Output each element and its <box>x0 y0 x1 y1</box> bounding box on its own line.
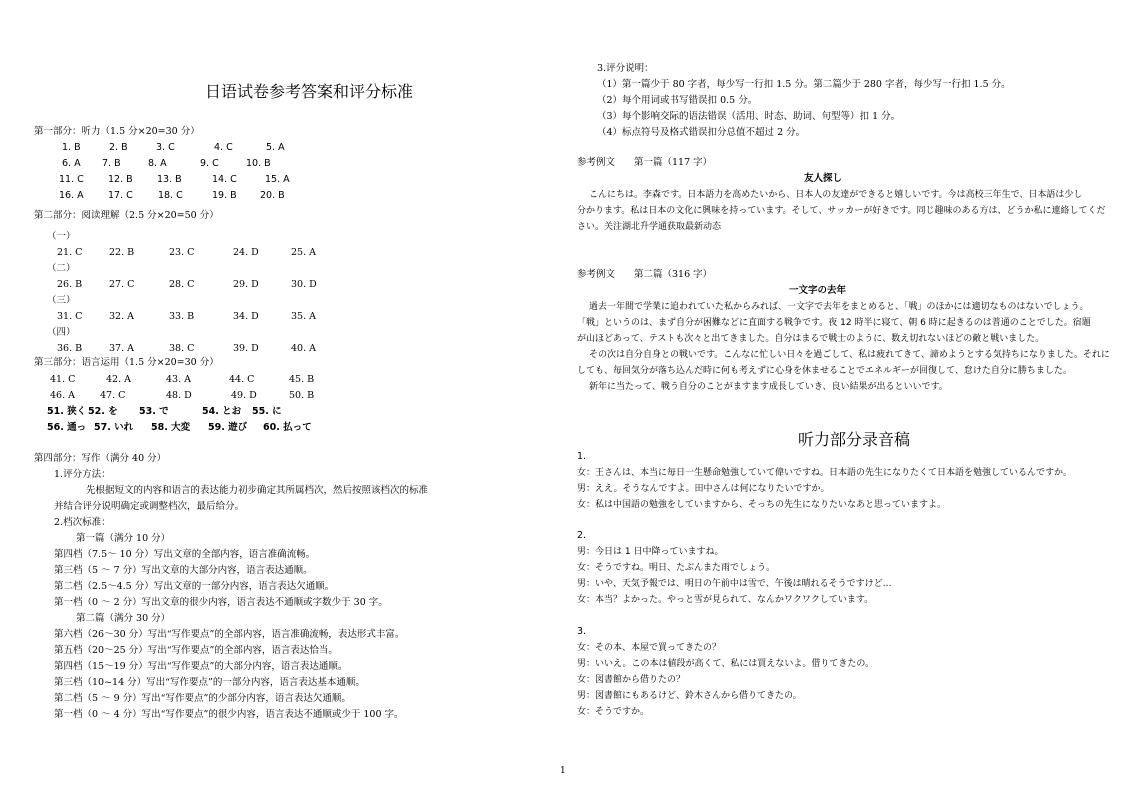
answer: 8. A <box>148 158 167 169</box>
essay2-line: 新年に当たって、戦う自分のことがますます成長していき、良い結果が出るといいです。 <box>589 382 948 392</box>
group-label: （二） <box>47 263 76 274</box>
transcript-line: 女：図書館から借りたの？ <box>577 675 686 685</box>
answer: 13. B <box>157 174 182 185</box>
group-label: （三） <box>47 295 76 306</box>
answer: 14. C <box>212 174 237 185</box>
answer: 3. C <box>156 142 175 153</box>
answer: 60. 払って <box>263 422 312 433</box>
section-number: 1. <box>577 451 587 462</box>
answer: 18. C <box>158 190 183 201</box>
answer: 57. いれ <box>94 422 134 433</box>
answer: 1. B <box>62 142 81 153</box>
grade-line: 第一档（0 ～ 4 分）写出“写作要点”的很少内容，语言表达不通顺或少于 100 字。 <box>54 709 404 720</box>
answer: 6. A <box>62 158 81 169</box>
essay2-line: が山ほどあって、テストも次々と出てきました。自分はまるで戦士のように、数え切れないほどの敵と戦いました。 <box>577 334 1045 344</box>
essay1-line: こんにちは。李森です。日本語力を高めたいから、日本人の友達ができると嬉しいです。今は高校三年生で、日本語は少し <box>589 190 1083 200</box>
grade-line: 第五档（20～25 分）写出“写作要点”的全部内容，语言表达恰当。 <box>54 645 338 656</box>
grade-line: 第三档（10~14 分）写出“写作要点”的一部分内容，语言表达基本通顺。 <box>54 677 365 688</box>
answer: 7. B <box>102 158 121 169</box>
answer: 35. A <box>291 311 316 322</box>
transcript-line: 女：そうですね。明日、たぶんまた雨でしょう。 <box>577 563 776 573</box>
answer: 30. D <box>291 279 317 290</box>
answer: 12. B <box>108 174 133 185</box>
answer: 4. C <box>214 142 233 153</box>
answer: 55. に <box>252 406 282 417</box>
note-line: （4）标点符号及格式错误扣分总值不超过 2 分。 <box>597 127 806 138</box>
answer: 28. C <box>169 279 195 290</box>
answer: 58. 大変 <box>151 422 191 433</box>
essay1-title: 友人探し <box>804 173 843 184</box>
answer: 37. A <box>109 343 134 354</box>
answer: 9. C <box>200 158 219 169</box>
grade-line: 第四档（15～19 分）写出“写作要点”的大部分内容，语言表达通顺。 <box>54 661 348 672</box>
transcript-line: 女：本当？よかった。やっと雪が見られて、なんかワクワクしています。 <box>577 595 874 605</box>
answer: 11. C <box>59 174 84 185</box>
answer: 22. B <box>109 247 135 258</box>
answer: 42. A <box>106 374 131 385</box>
part4-heading: 第四部分：写作（满分 40 分） <box>34 453 167 464</box>
answer: 10. B <box>246 158 271 169</box>
transcript-line: 女：私は中国語の勉強をしていますから、そっちの先生になりたいなあと思っていますよ。 <box>577 500 947 510</box>
essay2-standard-heading: 第二篇（满分 30 分） <box>76 613 171 624</box>
transcript-line: 男：今日は 1 日中降っていますね。 <box>577 547 724 557</box>
answer: 48. D <box>166 390 192 401</box>
grade-line: 第六档（26～30 分）写出“写作要点”的全部内容，语言准确流畅，表达形式丰富。 <box>54 629 405 640</box>
answer: 27. C <box>109 279 135 290</box>
answer: 16. A <box>59 190 84 201</box>
answer: 41. C <box>50 374 76 385</box>
transcript-line: 男：いいえ。この本は値段が高くて、私には買えないよ。借りてきたの。 <box>577 659 875 669</box>
answer: 34. D <box>233 311 259 322</box>
writing-method-label: 1.评分方法： <box>54 469 111 480</box>
notes-heading: 3.评分说明： <box>597 63 654 74</box>
page-title: 日语试卷参考答案和评分标准 <box>205 82 414 101</box>
section-number: 3. <box>577 626 587 637</box>
transcript-line: 男：ええ。そうなんですよ。田中さんは何になりたいですか。 <box>577 484 830 494</box>
group-label: （四） <box>47 327 76 338</box>
grade-line: 第四档（7.5～ 10 分）写出文章的全部内容，语言准确流畅。 <box>54 549 316 560</box>
answer: 21. C <box>57 247 83 258</box>
essay2-line: 「戦」というのは、まず自分が困難などに直面する戦争です。夜 12 時半に寝て、朝 6 時に起きるのは普通のことでした。宿題 <box>577 318 1091 328</box>
grade-line: 第一档（0 ～ 2 分）写出文章的很少内容，语言表达不通顺或字数少于 30 字。 <box>54 597 388 608</box>
answer: 2. B <box>109 142 128 153</box>
transcript-heading: 听力部分录音稿 <box>798 430 911 449</box>
answer: 24. D <box>233 247 259 258</box>
page-number: 1 <box>560 766 566 776</box>
transcript-line: 男：図書館にもあるけど、鈴木さんから借りてきたの。 <box>577 691 802 701</box>
answer: 29. D <box>233 279 259 290</box>
answer: 33. B <box>169 311 195 322</box>
transcript-line: 女：王さんは、本当に毎日一生懸命勉強していて偉いですね。日本語の先生になりたくて日本語を勉強しているんですか。 <box>577 468 1073 478</box>
answer: 43. A <box>166 374 191 385</box>
essay1-standard-heading: 第一篇（满分 10 分） <box>76 533 171 544</box>
part3-heading: 第三部分：语言运用（1.5 分×20=30 分） <box>34 357 219 368</box>
transcript-line: 男：いや、天気予報では、明日の午前中は雪で、午後は晴れるそうですけど… <box>577 579 892 589</box>
answer: 46. A <box>50 390 75 401</box>
answer: 39. D <box>233 343 259 354</box>
answer: 36. B <box>57 343 83 354</box>
answer: 53. で <box>139 406 169 417</box>
answer: 19. B <box>212 190 237 201</box>
answer: 31. C <box>57 311 83 322</box>
answer: 51. 狭く <box>47 406 87 417</box>
essay2-title: 一文字の去年 <box>789 285 847 296</box>
answer: 45. B <box>289 374 315 385</box>
writing-method-text: 先根据短文的内容和语言的表达能力初步确定其所属档次，然后按照该档次的标准 <box>86 485 429 496</box>
note-line: （2）每个用词或书写错误扣 0.5 分。 <box>597 95 758 106</box>
essay2-line: 過去一年間で学業に追われていた私からみれば、一文字で去年をまとめると、「戦」のほかには適切なものはないでしょう。 <box>589 302 1089 312</box>
answer: 25. A <box>291 247 316 258</box>
answer: 49. D <box>231 390 257 401</box>
answer: 50. B <box>289 390 315 401</box>
section-number: 2. <box>577 530 587 541</box>
answer: 15. A <box>265 174 290 185</box>
grade-line: 第二档（2.5～4.5 分）写出文章的一部分内容，语言表达欠通顺。 <box>54 581 335 592</box>
essay1-line: さい。关注湖北升学通获取最新动态 <box>577 222 722 232</box>
answer: 20. B <box>260 190 285 201</box>
writing-method-text: 并结合评分说明确定或调整档次，最后给分。 <box>54 501 245 512</box>
part1-heading: 第一部分：听力（1.5 分×20=30 分） <box>34 126 200 137</box>
answer: 32. A <box>109 311 134 322</box>
grade-standard-label: 2.档次标准： <box>54 517 111 528</box>
answer: 26. B <box>57 279 83 290</box>
essay2-line: その次は自分自身との戦いです。こんなに忙しい日々を過ごして、私は疲れてきて、諦めようとする気持ちになりました。それに <box>589 350 1110 360</box>
answer: 5. A <box>266 142 285 153</box>
answer: 17. C <box>108 190 133 201</box>
answer: 59. 遊び <box>208 422 248 433</box>
essay2-line: しても、毎回気分が落ち込んだ時に何も考えずに心身を休ませることでエネルギーが回復して、怠けた自分に勝ちました。 <box>577 366 1072 376</box>
answer: 38. C <box>169 343 195 354</box>
answer: 52. を <box>88 406 118 417</box>
grade-line: 第三档（5 ～ 7 分）写出文章的大部分内容，语言表达通顺。 <box>54 565 313 576</box>
answer: 54. とお <box>202 406 242 417</box>
answer: 23. C <box>169 247 195 258</box>
part2-heading: 第二部分：阅读理解（2.5 分×20=50 分） <box>34 210 219 221</box>
answer: 56. 通っ <box>47 422 87 433</box>
essay1-line: 分かります。私は日本の文化に興味を持っています。そして、サッカーが好きです。同じ趣味のある方は、どうか私に連絡してくだ <box>577 206 1106 216</box>
answer: 40. A <box>291 343 316 354</box>
transcript-line: 女：そうですか。 <box>577 707 650 717</box>
note-line: （1）第一篇少于 80 字者，每少写一行扣 1.5 分。第二篇少于 280 字者，每少写一行扣 1.5 分。 <box>597 79 1011 90</box>
answer: 44. C <box>229 374 255 385</box>
essay1-label: 参考例文 第一篇（117 字） <box>577 157 713 168</box>
answer: 47. C <box>100 390 126 401</box>
grade-line: 第二档（5 ～ 9 分）写出“写作要点”的少部分内容，语言表达欠通顺。 <box>54 693 351 704</box>
note-line: （3）每个影响交际的语法错误（活用、时态、助词、句型等）扣 1 分。 <box>597 111 901 122</box>
transcript-line: 女：その本、本屋で買ってきたの？ <box>577 643 722 653</box>
essay2-label: 参考例文 第二篇（316 字） <box>577 269 713 280</box>
group-label: （一） <box>47 231 76 242</box>
